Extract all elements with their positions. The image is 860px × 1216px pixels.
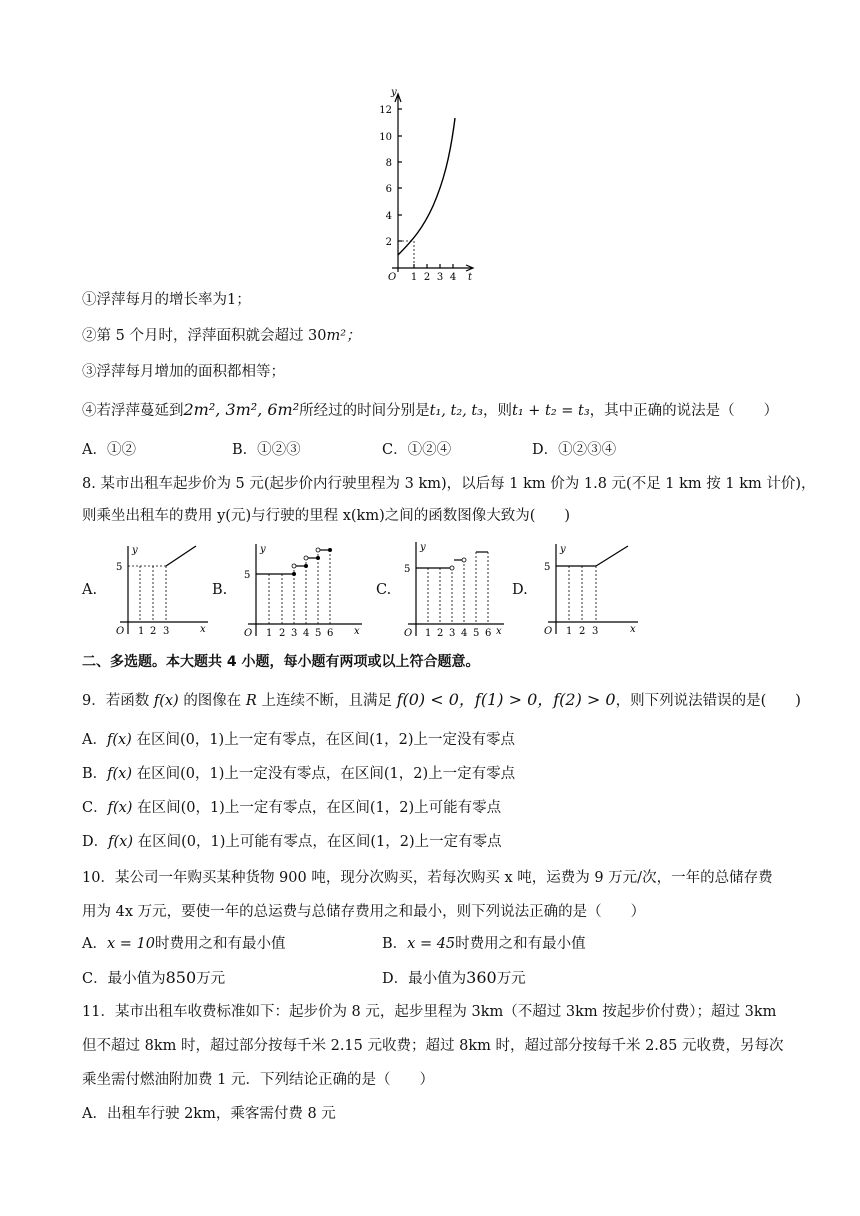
svg-text:2: 2 [150,626,157,636]
svg-text:4: 4 [461,628,468,638]
q7-option-c: C．①②④ [382,442,452,458]
svg-text:5: 5 [473,628,480,638]
q11-option-a: A．出租车行驶 2km，乘客需付费 8 元 [82,1106,336,1122]
q10-option-a: A．x = 10时费用之和有最小值 [82,936,286,952]
q8-graph-a [112,544,212,636]
svg-text:O: O [544,626,553,636]
q9-stem: 9．若函数 f(x) 的图像在 R 上连续不断，且满足 f(0) < 0，f(1) > 0，f(2) > 0，则下列说法错误的是( ) [82,690,801,709]
q8-line-2: 则乘坐出租车的费用 y(元)与行驶的里程 x(km)之间的函数图像大致为( ) [82,508,571,524]
svg-text:4: 4 [385,211,392,222]
q7-option-b: B．①②③ [232,442,301,458]
svg-text:6: 6 [385,184,392,195]
svg-text:O: O [116,626,125,636]
svg-text:x: x [630,624,636,635]
svg-text:4: 4 [303,628,310,638]
y-axis-label: y [391,88,397,98]
svg-text:1: 1 [425,628,432,638]
svg-text:1: 1 [566,626,573,636]
q8-graph-d [540,540,640,636]
svg-text:3: 3 [163,626,170,636]
svg-text:2: 2 [579,626,586,636]
exponential-curve [398,118,455,255]
q10-option-b: B．x = 45时费用之和有最小值 [382,936,586,952]
svg-text:3: 3 [449,628,456,638]
svg-text:5: 5 [116,562,123,573]
q8-line-1: 8. 某市出租车起步价为 5 元(起步价内行驶里程为 3 km)，以后每 1 km 价为 1.8 元(不足 1 km 按 1 km 计价)， [82,476,816,492]
q9-option-d: D．f(x) 在区间(0，1)上可能有零点，在区间(1，2)上一定有零点 [82,834,502,850]
q8-graph-b [240,538,366,638]
svg-text:12: 12 [379,105,392,116]
svg-text:3: 3 [592,626,599,636]
svg-text:3: 3 [436,272,444,280]
q10-option-d: D．最小值为360万元 [382,968,526,987]
svg-text:5: 5 [544,562,551,573]
svg-text:5: 5 [244,570,251,581]
q7-statement-3: ③浮萍每月增加的面积都相等； [82,364,285,380]
origin-label: O [388,272,397,280]
q7-option-a: A．①② [82,442,136,458]
svg-text:x: x [496,626,502,637]
svg-text:10: 10 [379,132,392,143]
growth-graph [378,88,478,280]
q7-statement-2: ②第 5 个月时，浮萍面积就会超过 30m²； [82,328,361,344]
svg-text:1: 1 [266,628,273,638]
svg-text:y: y [420,542,426,553]
q11-line-3: 乘坐需付燃油附加费 1 元．下列结论正确的是（ ） [82,1072,434,1088]
svg-text:y: y [260,544,266,555]
q8-label-b: B. [212,582,228,598]
svg-text:2: 2 [385,237,392,248]
svg-text:4: 4 [449,272,457,280]
svg-text:1: 1 [138,626,145,636]
q9-option-c: C．f(x) 在区间(0，1)上一定有零点，在区间(1，2)上可能有零点 [82,800,502,816]
q7-statement-4: ④若浮萍蔓延到2m², 3m², 6m²所经过的时间分别是t₁, t₂, t₃，则t₁ + t₂ = t₃，其中正确的说法是（ ） [82,400,779,419]
q9-option-a: A．f(x) 在区间(0，1)上一定有零点，在区间(1，2)上一定没有零点 [82,732,515,748]
q7-option-d: D．①②③④ [532,442,617,458]
svg-text:8: 8 [385,158,392,169]
q8-label-c: C. [376,582,392,598]
q9-option-b: B．f(x) 在区间(0，1)上一定没有零点，在区间(1，2)上一定有零点 [82,766,516,782]
q10-option-c: C．最小值为850万元 [82,968,226,987]
svg-text:6: 6 [327,628,334,638]
svg-text:x: x [354,626,360,637]
svg-text:2: 2 [279,628,286,638]
svg-text:5: 5 [315,628,322,638]
q10-line-2: 用为 4x 万元，要使一年的总运费与总储存费用之和最小，则下列说法正确的是（ ） [82,904,646,920]
q11-line-2: 但不超过 8km 时，超过部分按每千米 2.15 元收费；超过 8km 时，超过部分按每千米 2.85 元收费，另每次 [82,1038,784,1054]
svg-text:3: 3 [291,628,298,638]
x-axis-label: t [468,272,473,280]
q7-statement-1: ①浮萍每月的增长率为1； [82,292,251,308]
svg-text:x: x [200,624,206,635]
svg-text:6: 6 [485,628,492,638]
svg-text:y: y [560,544,566,555]
svg-text:1: 1 [410,272,418,280]
q10-line-1: 10．某公司一年购买某种货物 900 吨，现分次购买，若每次购买 x 吨，运费为 9 万元/次，一年的总储存费 [82,870,773,886]
q8-label-d: D. [512,582,528,598]
svg-text:y: y [132,545,138,556]
svg-text:2: 2 [437,628,444,638]
section-2-heading: 二、多选题。本大题共 4 小题，每小题有两项或以上符合题意。 [82,654,480,670]
q11-line-1: 11．某市出租车收费标准如下：起步价为 8 元，起步里程为 3km（不超过 3km 按起步价付费）；超过 3km [82,1004,777,1020]
q8-label-a: A. [82,582,98,598]
svg-text:O: O [404,628,413,638]
q8-graph-c [400,538,506,638]
svg-text:O: O [244,628,253,638]
svg-text:2: 2 [423,272,431,280]
svg-text:5: 5 [404,564,411,575]
